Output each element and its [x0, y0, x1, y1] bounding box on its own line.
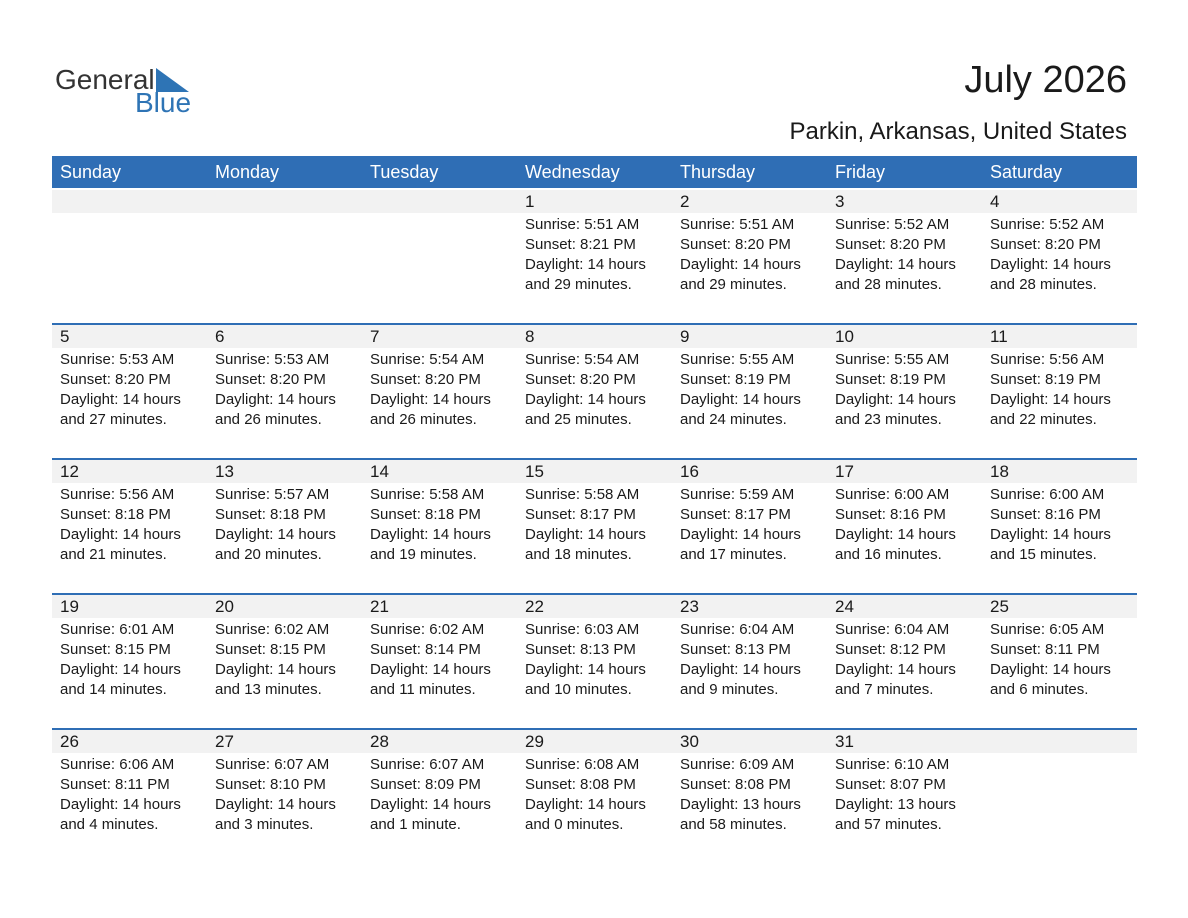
day-number: 15 [525, 462, 544, 481]
day-number: 29 [525, 732, 544, 751]
day-number: 17 [835, 462, 854, 481]
sunset-time: Sunset: 8:15 PM [60, 641, 171, 658]
daylight-minutes: and 3 minutes. [215, 816, 314, 833]
day-number: 9 [680, 327, 690, 346]
sunrise-time: Sunrise: 5:53 AM [215, 351, 330, 368]
day-cell [207, 730, 362, 863]
day-number-band [517, 595, 672, 618]
sunset-time: Sunset: 8:19 PM [680, 371, 791, 388]
sunset-time: Sunset: 8:20 PM [525, 371, 636, 388]
daylight-minutes: and 24 minutes. [680, 411, 787, 428]
day-cell [207, 460, 362, 593]
day-cell [827, 325, 982, 458]
sunset-time: Sunset: 8:19 PM [835, 371, 946, 388]
sunrise-time: Sunrise: 6:09 AM [680, 756, 795, 773]
day-number: 3 [835, 192, 845, 211]
daylight-hours: Daylight: 14 hours [525, 526, 646, 543]
sunrise-time: Sunrise: 6:08 AM [525, 756, 640, 773]
day-number-band [982, 325, 1137, 348]
day-number-band [362, 730, 517, 753]
daylight-hours: Daylight: 14 hours [215, 796, 336, 813]
day-number: 8 [525, 327, 535, 346]
daylight-minutes: and 1 minute. [370, 816, 461, 833]
day-number: 27 [215, 732, 234, 751]
day-number: 12 [60, 462, 79, 481]
sunset-time: Sunset: 8:20 PM [680, 236, 791, 253]
day-number: 20 [215, 597, 234, 616]
week-row [52, 458, 1137, 593]
daylight-hours: Daylight: 14 hours [835, 526, 956, 543]
day-number: 16 [680, 462, 699, 481]
day-number: 21 [370, 597, 389, 616]
day-number: 2 [680, 192, 690, 211]
sunrise-time: Sunrise: 6:05 AM [990, 621, 1105, 638]
daylight-minutes: and 25 minutes. [525, 411, 632, 428]
daylight-minutes: and 15 minutes. [990, 546, 1097, 563]
day-cell [982, 190, 1137, 323]
day-cell [672, 730, 827, 863]
day-number: 28 [370, 732, 389, 751]
daylight-hours: Daylight: 14 hours [990, 526, 1111, 543]
sunset-time: Sunset: 8:11 PM [60, 776, 170, 793]
daylight-hours: Daylight: 14 hours [215, 526, 336, 543]
day-number: 1 [525, 192, 535, 211]
day-number: 24 [835, 597, 854, 616]
daylight-minutes: and 17 minutes. [680, 546, 787, 563]
day-details [52, 348, 207, 430]
daylight-minutes: and 29 minutes. [680, 276, 787, 293]
sunset-time: Sunset: 8:07 PM [835, 776, 946, 793]
sunset-time: Sunset: 8:14 PM [370, 641, 481, 658]
day-details [827, 213, 982, 295]
week-row [52, 728, 1137, 863]
day-cell [207, 595, 362, 728]
day-number-band [207, 190, 362, 213]
sunset-time: Sunset: 8:17 PM [525, 506, 636, 523]
logo-word-general: General [55, 64, 155, 95]
day-details [672, 618, 827, 700]
day-details [52, 483, 207, 565]
daylight-hours: Daylight: 14 hours [370, 391, 491, 408]
day-number: 31 [835, 732, 854, 751]
daylight-minutes: and 11 minutes. [370, 681, 476, 698]
weekday-header [52, 156, 1137, 188]
day-details [827, 483, 982, 565]
daylight-hours: Daylight: 14 hours [680, 526, 801, 543]
day-number-band [362, 460, 517, 483]
day-number: 7 [370, 327, 380, 346]
sunrise-time: Sunrise: 5:59 AM [680, 486, 795, 503]
day-details [362, 618, 517, 700]
day-cell [982, 460, 1137, 593]
week-row [52, 593, 1137, 728]
day-details [982, 618, 1137, 700]
day-details [827, 753, 982, 835]
daylight-minutes: and 14 minutes. [60, 681, 167, 698]
daylight-minutes: and 57 minutes. [835, 816, 942, 833]
day-number-band [672, 325, 827, 348]
day-details [672, 213, 827, 295]
day-number-band [672, 190, 827, 213]
day-number-band [982, 460, 1137, 483]
daylight-hours: Daylight: 14 hours [370, 661, 491, 678]
week-row [52, 188, 1137, 323]
day-number: 19 [60, 597, 79, 616]
daylight-hours: Daylight: 14 hours [990, 256, 1111, 273]
sunrise-time: Sunrise: 6:00 AM [990, 486, 1105, 503]
sunrise-time: Sunrise: 5:58 AM [525, 486, 640, 503]
day-details [362, 753, 517, 835]
day-details [517, 213, 672, 295]
day-number-band [52, 325, 207, 348]
sunrise-time: Sunrise: 5:56 AM [990, 351, 1105, 368]
day-details [207, 753, 362, 835]
daylight-hours: Daylight: 14 hours [60, 391, 181, 408]
sunrise-time: Sunrise: 5:53 AM [60, 351, 175, 368]
day-cell [207, 325, 362, 458]
day-number-band [207, 730, 362, 753]
weekday-label: Friday [835, 162, 886, 182]
sunrise-time: Sunrise: 5:52 AM [835, 216, 950, 233]
sunset-time: Sunset: 8:11 PM [990, 641, 1100, 658]
sunrise-time: Sunrise: 6:02 AM [215, 621, 330, 638]
daylight-minutes: and 22 minutes. [990, 411, 1097, 428]
day-number: 26 [60, 732, 79, 751]
sunrise-time: Sunrise: 5:55 AM [680, 351, 795, 368]
sunrise-time: Sunrise: 5:54 AM [525, 351, 640, 368]
sunrise-time: Sunrise: 6:04 AM [680, 621, 795, 638]
daylight-hours: Daylight: 14 hours [370, 526, 491, 543]
day-number-band [672, 730, 827, 753]
day-cell [517, 595, 672, 728]
daylight-minutes: and 27 minutes. [60, 411, 167, 428]
daylight-hours: Daylight: 13 hours [835, 796, 956, 813]
day-details [827, 348, 982, 430]
daylight-hours: Daylight: 14 hours [60, 526, 181, 543]
day-number-band [517, 325, 672, 348]
sunset-time: Sunset: 8:20 PM [990, 236, 1101, 253]
day-number-band [362, 325, 517, 348]
page-title: July 2026 [964, 59, 1127, 101]
day-details [362, 483, 517, 565]
sunset-time: Sunset: 8:20 PM [215, 371, 326, 388]
sunrise-time: Sunrise: 5:56 AM [60, 486, 175, 503]
daylight-minutes: and 28 minutes. [990, 276, 1097, 293]
sunrise-time: Sunrise: 6:02 AM [370, 621, 485, 638]
sunset-time: Sunset: 8:08 PM [525, 776, 636, 793]
daylight-minutes: and 4 minutes. [60, 816, 159, 833]
sunset-time: Sunset: 8:08 PM [680, 776, 791, 793]
daylight-minutes: and 26 minutes. [370, 411, 477, 428]
day-cell [672, 460, 827, 593]
day-cell [982, 595, 1137, 728]
daylight-minutes: and 13 minutes. [215, 681, 322, 698]
day-number: 6 [215, 327, 225, 346]
day-details [982, 483, 1137, 565]
day-cell [52, 595, 207, 728]
daylight-minutes: and 9 minutes. [680, 681, 779, 698]
day-cell [517, 190, 672, 323]
daylight-hours: Daylight: 14 hours [525, 661, 646, 678]
sunset-time: Sunset: 8:20 PM [370, 371, 481, 388]
empty-day-cell [362, 190, 517, 323]
day-details [207, 483, 362, 565]
sunset-time: Sunset: 8:18 PM [370, 506, 481, 523]
daylight-minutes: and 18 minutes. [525, 546, 632, 563]
daylight-hours: Daylight: 14 hours [680, 661, 801, 678]
day-details [52, 618, 207, 700]
day-cell [517, 730, 672, 863]
sunrise-time: Sunrise: 6:03 AM [525, 621, 640, 638]
daylight-minutes: and 20 minutes. [215, 546, 322, 563]
day-details [672, 753, 827, 835]
sunrise-time: Sunrise: 6:07 AM [370, 756, 485, 773]
day-number: 11 [990, 327, 1008, 346]
sunrise-time: Sunrise: 5:57 AM [215, 486, 330, 503]
weekday-label: Wednesday [525, 162, 620, 182]
day-cell [827, 460, 982, 593]
day-details [517, 618, 672, 700]
sunset-time: Sunset: 8:15 PM [215, 641, 326, 658]
calendar-grid [52, 156, 1137, 863]
sunrise-time: Sunrise: 6:06 AM [60, 756, 175, 773]
day-cell [672, 595, 827, 728]
sunset-time: Sunset: 8:17 PM [680, 506, 791, 523]
week-row [52, 323, 1137, 458]
sunset-time: Sunset: 8:16 PM [990, 506, 1101, 523]
daylight-hours: Daylight: 14 hours [215, 391, 336, 408]
sunrise-time: Sunrise: 5:52 AM [990, 216, 1105, 233]
day-details [517, 753, 672, 835]
day-details [517, 348, 672, 430]
weekday-label: Saturday [990, 162, 1063, 182]
sunrise-time: Sunrise: 5:55 AM [835, 351, 950, 368]
day-details [207, 618, 362, 700]
day-number: 23 [680, 597, 699, 616]
weekday-label: Thursday [680, 162, 756, 182]
day-cell [362, 730, 517, 863]
sunrise-time: Sunrise: 5:51 AM [680, 216, 795, 233]
daylight-minutes: and 28 minutes. [835, 276, 942, 293]
daylight-minutes: and 26 minutes. [215, 411, 322, 428]
day-number-band [207, 460, 362, 483]
sunrise-time: Sunrise: 6:10 AM [835, 756, 950, 773]
day-cell [362, 460, 517, 593]
day-details [52, 753, 207, 835]
sunset-time: Sunset: 8:10 PM [215, 776, 326, 793]
day-cell [517, 460, 672, 593]
daylight-minutes: and 0 minutes. [525, 816, 624, 833]
day-number-band [362, 595, 517, 618]
day-number: 10 [835, 327, 854, 346]
day-number-band [52, 460, 207, 483]
empty-day-cell [207, 190, 362, 323]
day-number-band [672, 595, 827, 618]
day-number-band [827, 460, 982, 483]
sunset-time: Sunset: 8:20 PM [835, 236, 946, 253]
daylight-minutes: and 19 minutes. [370, 546, 477, 563]
daylight-hours: Daylight: 14 hours [680, 391, 801, 408]
daylight-minutes: and 23 minutes. [835, 411, 942, 428]
day-details [827, 618, 982, 700]
day-cell [362, 595, 517, 728]
day-number-band [52, 730, 207, 753]
day-cell [362, 325, 517, 458]
day-number: 14 [370, 462, 389, 481]
weeks-container [52, 188, 1137, 863]
daylight-hours: Daylight: 14 hours [835, 391, 956, 408]
sunrise-time: Sunrise: 5:58 AM [370, 486, 485, 503]
daylight-hours: Daylight: 14 hours [680, 256, 801, 273]
day-number-band [827, 325, 982, 348]
day-number: 4 [990, 192, 1000, 211]
daylight-hours: Daylight: 14 hours [525, 391, 646, 408]
daylight-minutes: and 29 minutes. [525, 276, 632, 293]
sunset-time: Sunset: 8:21 PM [525, 236, 636, 253]
sunset-time: Sunset: 8:09 PM [370, 776, 481, 793]
daylight-hours: Daylight: 14 hours [215, 661, 336, 678]
daylight-hours: Daylight: 14 hours [835, 256, 956, 273]
day-cell [827, 190, 982, 323]
day-number-band [207, 325, 362, 348]
daylight-minutes: and 58 minutes. [680, 816, 787, 833]
daylight-hours: Daylight: 14 hours [990, 391, 1111, 408]
daylight-hours: Daylight: 14 hours [525, 256, 646, 273]
day-cell [52, 460, 207, 593]
sunrise-time: Sunrise: 6:01 AM [60, 621, 175, 638]
sunset-time: Sunset: 8:12 PM [835, 641, 946, 658]
day-number-band [982, 730, 1137, 753]
sunset-time: Sunset: 8:18 PM [60, 506, 171, 523]
daylight-minutes: and 16 minutes. [835, 546, 942, 563]
day-number-band [517, 730, 672, 753]
day-details [207, 348, 362, 430]
weekday-label: Monday [215, 162, 280, 182]
sunset-time: Sunset: 8:13 PM [680, 641, 791, 658]
day-number: 13 [215, 462, 234, 481]
day-number: 30 [680, 732, 699, 751]
day-details [362, 348, 517, 430]
day-cell [827, 730, 982, 863]
daylight-minutes: and 10 minutes. [525, 681, 632, 698]
weekday-label: Sunday [60, 162, 122, 182]
day-number: 22 [525, 597, 544, 616]
sunrise-time: Sunrise: 5:54 AM [370, 351, 485, 368]
day-number-band [517, 190, 672, 213]
day-number: 5 [60, 327, 70, 346]
day-details [982, 348, 1137, 430]
weekday-label: Tuesday [370, 162, 439, 182]
day-details [517, 483, 672, 565]
sunset-time: Sunset: 8:20 PM [60, 371, 171, 388]
sunset-time: Sunset: 8:18 PM [215, 506, 326, 523]
day-details [672, 483, 827, 565]
daylight-hours: Daylight: 14 hours [60, 796, 181, 813]
daylight-hours: Daylight: 14 hours [990, 661, 1111, 678]
sunrise-time: Sunrise: 6:07 AM [215, 756, 330, 773]
daylight-minutes: and 6 minutes. [990, 681, 1089, 698]
day-number: 18 [990, 462, 1009, 481]
empty-day-cell [982, 730, 1137, 863]
day-number: 25 [990, 597, 1009, 616]
daylight-hours: Daylight: 14 hours [835, 661, 956, 678]
daylight-minutes: and 21 minutes. [60, 546, 167, 563]
day-cell [517, 325, 672, 458]
sunset-time: Sunset: 8:16 PM [835, 506, 946, 523]
day-cell [982, 325, 1137, 458]
day-number-band [517, 460, 672, 483]
day-number-band [827, 730, 982, 753]
location-subtitle: Parkin, Arkansas, United States [789, 118, 1127, 145]
daylight-hours: Daylight: 14 hours [60, 661, 181, 678]
day-details [982, 213, 1137, 295]
daylight-hours: Daylight: 14 hours [525, 796, 646, 813]
daylight-hours: Daylight: 13 hours [680, 796, 801, 813]
daylight-hours: Daylight: 14 hours [370, 796, 491, 813]
day-cell [52, 730, 207, 863]
day-details [672, 348, 827, 430]
day-cell [672, 325, 827, 458]
day-number-band [827, 190, 982, 213]
daylight-minutes: and 7 minutes. [835, 681, 934, 698]
sunrise-time: Sunrise: 5:51 AM [525, 216, 640, 233]
day-number-band [672, 460, 827, 483]
sunrise-time: Sunrise: 6:00 AM [835, 486, 950, 503]
day-cell [672, 190, 827, 323]
empty-day-cell [52, 190, 207, 323]
day-number-band [207, 595, 362, 618]
sunset-time: Sunset: 8:19 PM [990, 371, 1101, 388]
day-cell [52, 325, 207, 458]
day-number-band [52, 190, 207, 213]
logo-word-blue: Blue [135, 87, 192, 118]
day-number-band [362, 190, 517, 213]
day-number-band [52, 595, 207, 618]
day-number-band [982, 595, 1137, 618]
sunrise-time: Sunrise: 6:04 AM [835, 621, 950, 638]
day-number-band [827, 595, 982, 618]
day-number-band [982, 190, 1137, 213]
sunset-time: Sunset: 8:13 PM [525, 641, 636, 658]
day-cell [827, 595, 982, 728]
